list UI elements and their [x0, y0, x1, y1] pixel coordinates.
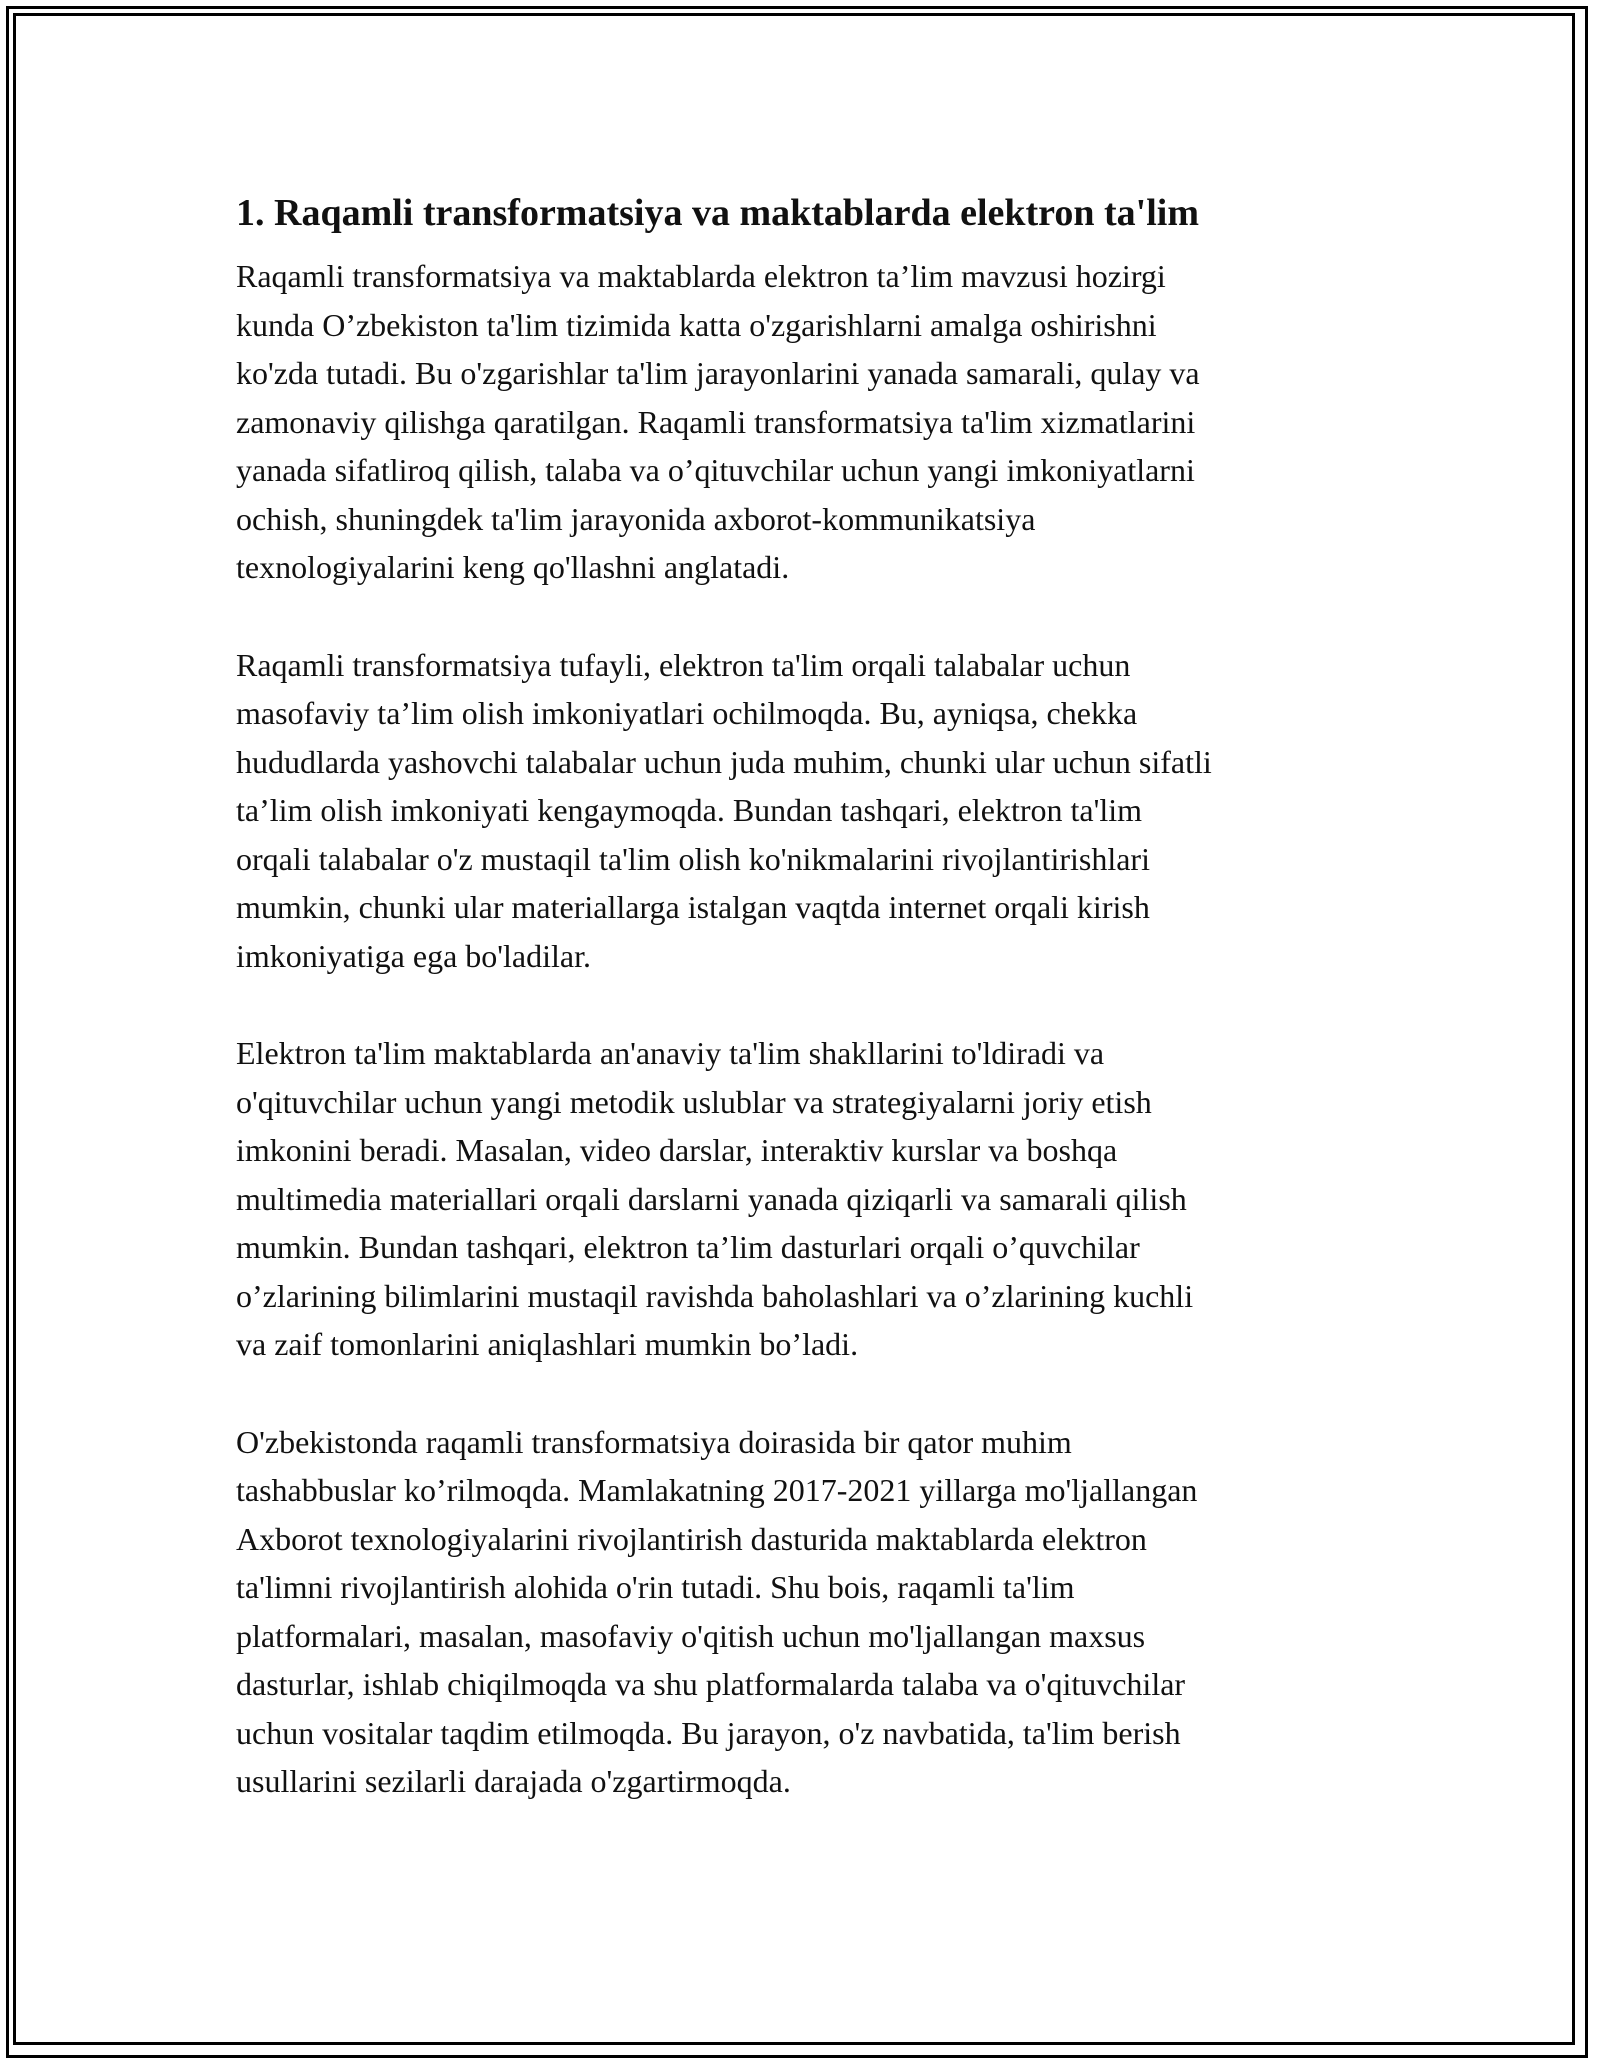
text-line: texnologiyalarini keng qo'llashni anglatadi.	[236, 549, 790, 585]
text-line: imkoniyatiga ega bo'ladilar.	[236, 937, 591, 974]
text-line: mumkin. Bundan tashqari, elektron ta’lim dasturlari orqali o’quvchilar	[236, 1229, 1140, 1265]
text-line: va zaif tomonlarini aniqlashlari mumkin bo’ladi.	[236, 1326, 859, 1362]
text-line: O'zbekistonda raqamli transformatsiya doirasida bir qator muhim	[236, 1423, 1072, 1460]
text-line: masofaviy ta’lim olish imkoniyatlari ochilmoqda. Bu, ayniqsa, chekka	[236, 695, 1138, 731]
text-line: dasturlar, ishlab chiqilmoqda va shu platformalarda talaba va o'qituvchilar	[236, 1666, 1186, 1702]
text-line: tashabbuslar ko’rilmoqda. Mamlakatning 2017-2021 yillarga mo'ljallangan	[236, 1472, 1198, 1508]
text-line: multimedia materiallari orqali darslarni yanada qiziqarli va samarali qilish	[236, 1180, 1187, 1217]
text-line: imkonini beradi. Masalan, video darslar, interaktiv kurslar va boshqa	[236, 1132, 1118, 1168]
document-body	[236, 186, 1366, 1855]
text-line: Elektron ta'lim maktablarda an'anaviy ta'lim shakllarini to'ldiradi va	[236, 1035, 1105, 1071]
text-line: ochish, shuningdek ta'lim jarayonida axborot-kommunikatsiya	[236, 500, 1036, 537]
text-line: ko'zda tutadi. Bu o'zgarishlar ta'lim jarayonlarini yanada samarali, qulay va	[236, 355, 1200, 391]
text-line: mumkin, chunki ular materiallarga istalgan vaqtda internet orqali kirish	[236, 889, 1150, 925]
text-line: o’zlarining bilimlarini mustaqil ravishda baholashlari va o’zlarining kuchli	[236, 1277, 1194, 1314]
text-line: Raqamli transformatsiya tufayli, elektron ta'lim orqali talabalar uchun	[236, 646, 1131, 683]
text-line: Raqamli transformatsiya va maktablarda elektron ta’lim mavzusi hozirgi	[236, 258, 1166, 294]
text-line: orqali talabalar o'z mustaqil ta'lim olish ko'nikmalarini rivojlantirishlari	[236, 840, 1150, 877]
paragraph-4	[236, 1418, 1366, 1806]
text-line: yanada sifatliroq qilish, talaba va o’qituvchilar uchun yangi imkoniyatlarni	[236, 452, 1195, 488]
text-line: ta’lim olish imkoniyati kengaymoqda. Bundan tashqari, elektron ta'lim	[236, 792, 1143, 828]
text-line: zamonaviy qilishga qaratilgan. Raqamli transformatsiya ta'lim xizmatlarini	[236, 403, 1196, 440]
section-heading: 1. Raqamli transformatsiya va maktablarda elektron ta'lim	[236, 192, 1199, 234]
text-line: o'qituvchilar uchun yangi metodik uslublar va strategiyalarni joriy etish	[236, 1083, 1152, 1120]
paragraph-1	[236, 252, 1366, 592]
text-line: ta'limni rivojlantirish alohida o'rin tutadi. Shu bois, raqamli ta'lim	[236, 1569, 1075, 1605]
text-line: Axborot texnologiyalarini rivojlantirish dasturida maktablarda elektron	[236, 1520, 1147, 1557]
text-line: platformalari, masalan, masofaviy o'qitish uchun mo'ljallangan maxsus	[236, 1617, 1146, 1654]
paragraph-3	[236, 1029, 1366, 1369]
text-line: usullarini sezilarli darajada o'zgartirmoqda.	[236, 1763, 791, 1799]
text-line: uchun vositalar taqdim etilmoqda. Bu jarayon, o'z navbatida, ta'lim berish	[236, 1714, 1181, 1751]
paragraph-2	[236, 641, 1366, 981]
text-line: kunda O’zbekiston ta'lim tizimida katta o'zgarishlarni amalga oshirishni	[236, 306, 1157, 343]
text-line: hududlarda yashovchi talabalar uchun juda muhim, chunki ular uchun sifatli	[236, 743, 1212, 780]
